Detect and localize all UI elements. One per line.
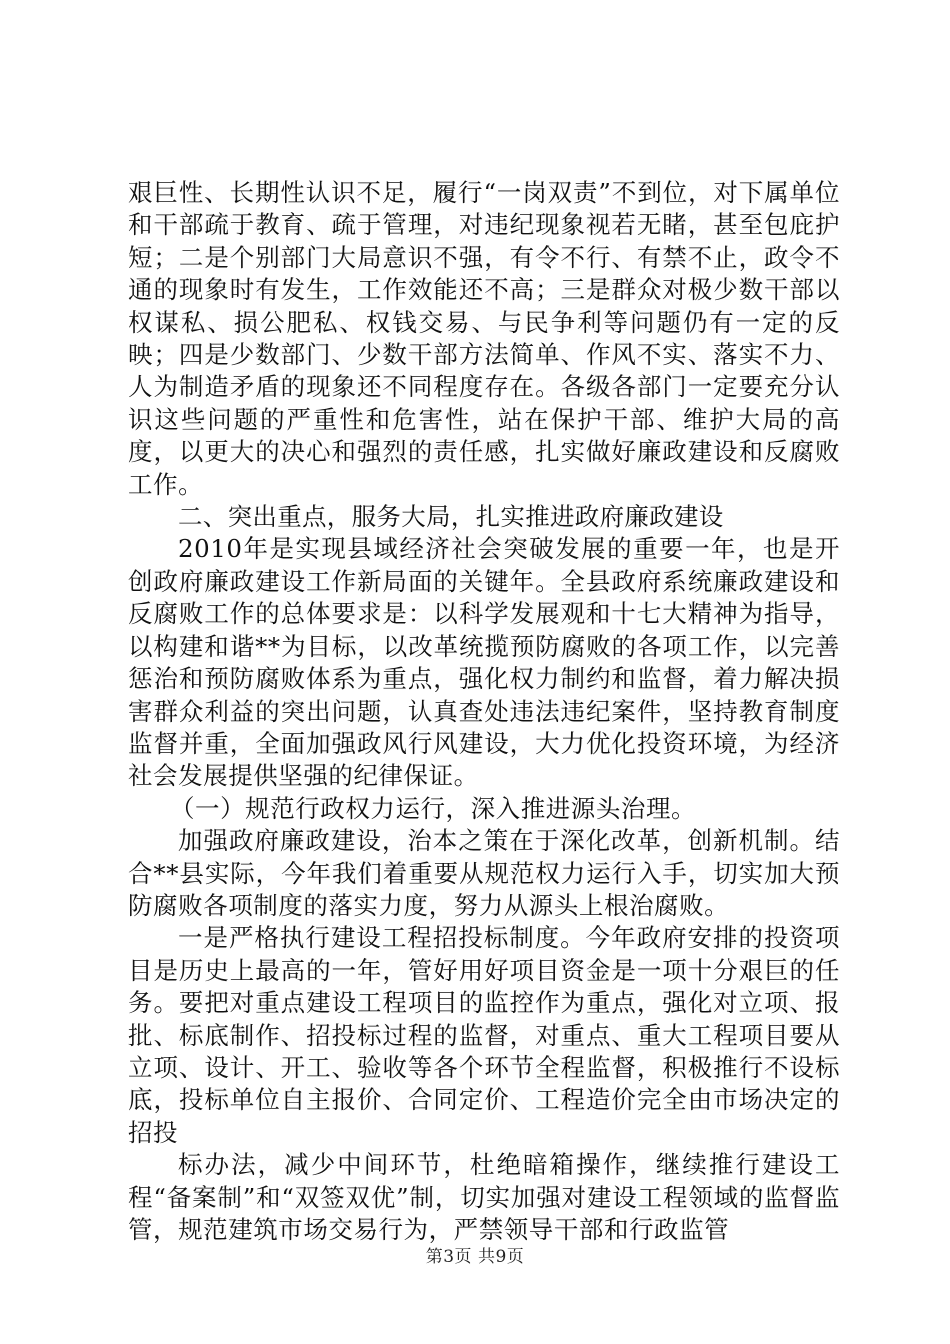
paragraph-overall-requirements: 2010年是实现县域经济社会突破发展的重要一年，也是开创政府廉政建设工作新局面的关键年。全县政府系统廉政建设和反腐败工作的总体要求是：以科学发展观和十七大精神为指导，以构建和谐**为目标，以改革统揽预防腐败的各项工作，以完善惩治和预防腐败体系为重点，强化权力制约和监督，着力解决损害群众利益的突出问题，认真查处违法违纪案件，坚持教育制度监督并重，全面加强政风行风建设，大力优化投资环境，为经济社会发展提供坚强的纪律保证。 bbox=[128, 534, 840, 791]
paragraph-bidding: 一是严格执行建设工程招投标制度。今年政府安排的投资项目是历史上最高的一年，管好用好项目资金是一项十分艰巨的任务。要把对重点建设工程项目的监控作为重点，强化对立项、报批、标底制作、招投标过程的监督，对重点、重大工程项目要从立项、设计、开工、验收等各个环节全程监督，积极推行不设标底，投标单位自主报价、合同定价、工程造价完全由市场决定的招投 bbox=[128, 923, 840, 1147]
page-number: 第3页 共9页 bbox=[425, 1247, 525, 1267]
section-heading: 二、突出重点，服务大局，扎实推进政府廉政建设 bbox=[178, 502, 724, 532]
paragraph-bidding-continued: 标办法，减少中间环节，杜绝暗箱操作，继续推行建设工程“备案制”和“双签双优”制，切实加强对建设工程领域的监督监管，规范建筑市场交易行为，严禁领导干部和行政监管 bbox=[128, 1150, 840, 1244]
document-body bbox=[128, 177, 840, 1246]
sub-heading: （一）规范行政权力运行，深入推进源头治理。 bbox=[170, 793, 697, 823]
page-footer bbox=[0, 1242, 950, 1267]
paragraph-continued: 艰巨性、长期性认识不足，履行“一岗双责”不到位，对下属单位和干部疏于教育、疏于管理，对违纪现象视若无睹，甚至包庇护短；二是个别部门大局意识不强，有令不行、有禁不止，政令不通的现象时有发生，工作效能还不高；三是群众对极少数干部以权谋私、损公肥私、权钱交易、与民争利等问题仍有一定的反映；四是少数部门、少数干部方法简单、作风不实、落实不力、人为制造矛盾的现象还不同程度存在。各级各部门一定要充分认识这些问题的严重性和危害性，站在保护干部、维护大局的高度，以更大的决心和强烈的责任感，扎实做好廉政建设和反腐败工作。 bbox=[128, 178, 840, 499]
paragraph-reform: 加强政府廉政建设，治本之策在于深化改革，创新机制。结合**县实际，今年我们着重要从规范权力运行入手，切实加大预防腐败各项制度的落实力度，努力从源头上根治腐败。 bbox=[128, 826, 840, 920]
